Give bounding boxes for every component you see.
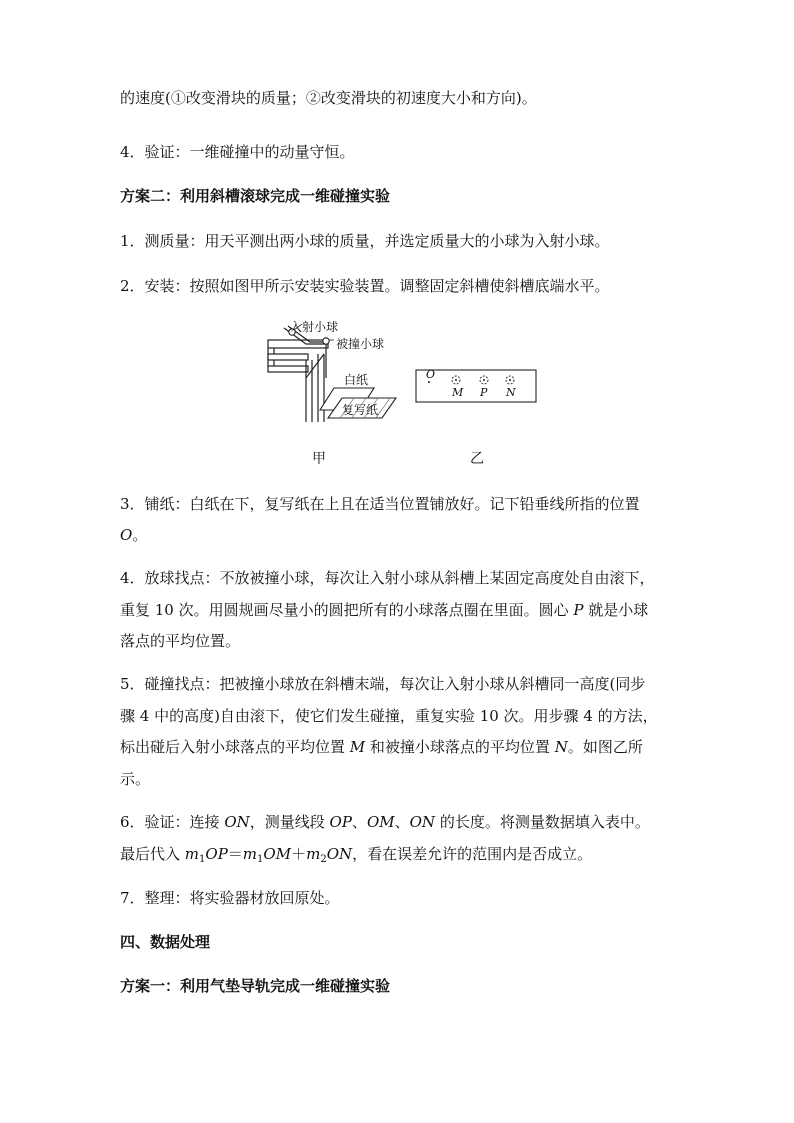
var-op: OP xyxy=(205,845,228,863)
var-om: OM xyxy=(366,813,395,831)
text-run: 、 xyxy=(394,813,410,831)
paragraph-line xyxy=(120,737,643,757)
paragraph-line: 1．测质量：用天平测出两小球的质量，并选定质量大的小球为入射小球。 xyxy=(120,232,610,250)
section-heading: 四、数据处理 xyxy=(120,933,211,951)
var-on: ON xyxy=(326,845,353,863)
caption-figure-a: 甲 xyxy=(312,451,326,467)
equals-sign: ＝ xyxy=(227,845,243,863)
paragraph-line: 示。 xyxy=(120,770,151,788)
paragraph-line: 4．验证：一维碰撞中的动量守恒。 xyxy=(120,143,355,161)
paragraph-line: 4．放球找点：不放被撞小球，每次让入射小球从斜槽上某固定高度处自由滚下， xyxy=(120,569,655,587)
var-p: P xyxy=(573,601,584,619)
var-on: ON xyxy=(224,813,250,831)
text-run: 。 xyxy=(132,526,148,544)
apparatus-diagram xyxy=(262,318,562,468)
var-on: ON xyxy=(409,813,436,831)
label-white-paper: 白纸 xyxy=(344,373,369,387)
table-drawing xyxy=(268,326,328,422)
subscript: 1 xyxy=(257,854,264,865)
paragraph-line: 2．安装：按照如图甲所示安装实验装置。调整固定斜槽使斜槽底端水平。 xyxy=(120,277,610,295)
target-ball xyxy=(323,338,329,344)
text-run: 重复 10 次。用圆规画尽量小的圆把所有的小球落点圈在里面。圆心 xyxy=(120,601,574,619)
text-run: 和被撞小球落点的平均位置 xyxy=(365,738,555,756)
paragraph-line xyxy=(120,600,648,620)
var-m: m xyxy=(184,845,200,863)
var-m: M xyxy=(349,738,366,756)
var-m: m xyxy=(306,845,321,863)
paragraph-line: 5．碰撞找点：把被撞小球放在斜槽末端，每次让入射小球从斜槽同一高度(同步 xyxy=(120,675,646,693)
var-om: OM xyxy=(263,845,292,863)
section-heading: 方案一：利用气垫导轨完成一维碰撞实验 xyxy=(120,977,391,995)
text-run: ，测量线段 xyxy=(249,813,330,831)
label-carbon-paper: 复写纸 xyxy=(342,403,379,417)
point-o-label: O xyxy=(426,368,436,381)
subscript: 1 xyxy=(199,854,206,865)
point-m-label: M xyxy=(452,386,464,399)
formula-line xyxy=(120,844,592,864)
paragraph-line: 的速度(①改变滑块的质量；②改变滑块的初速度大小和方向)。 xyxy=(120,89,537,107)
text-run: 6．验证：连接 xyxy=(120,813,225,831)
point-n-label: N xyxy=(506,386,516,399)
paragraph-line xyxy=(120,525,147,545)
text-run: 。如图乙所 xyxy=(567,738,643,756)
subscript: 2 xyxy=(320,854,327,865)
paragraph-line: 骤 4 中的高度)自由滚下，使它们发生碰撞，重复实验 10 次。用步骤 4 的方法， xyxy=(120,707,658,725)
label-target-ball: 被撞小球 xyxy=(336,337,385,351)
var-o: O xyxy=(120,526,133,544)
text-run: ，看在误差允许的范围内是否成立。 xyxy=(352,845,593,863)
var-op: OP xyxy=(329,813,352,831)
section-heading: 方案二：利用斜槽滚球完成一维碰撞实验 xyxy=(120,187,391,205)
point-p-label: P xyxy=(480,386,488,399)
caption-figure-b: 乙 xyxy=(470,451,484,467)
text-run: 就是小球 xyxy=(583,601,649,619)
plus-sign: ＋ xyxy=(291,845,307,863)
experiment-figure xyxy=(262,318,562,468)
paragraph-line xyxy=(120,812,650,832)
var-n: N xyxy=(554,738,568,756)
label-incident-ball: 入射小球 xyxy=(290,320,339,334)
text-run: 标出碰后入射小球落点的平均位置 xyxy=(120,738,350,756)
paragraph-line: 3．铺纸：白纸在下，复写纸在上且在适当位置铺放好。记下铅垂线所指的位置 xyxy=(120,495,640,513)
paragraph-line: 7．整理：将实验器材放回原处。 xyxy=(120,889,340,907)
text-run: 最后代入 xyxy=(120,845,185,863)
paragraph-line: 落点的平均位置。 xyxy=(120,632,241,650)
text-run: 的长度。将测量数据填入表中。 xyxy=(435,813,650,831)
var-m: m xyxy=(242,845,258,863)
text-run: 、 xyxy=(351,813,367,831)
